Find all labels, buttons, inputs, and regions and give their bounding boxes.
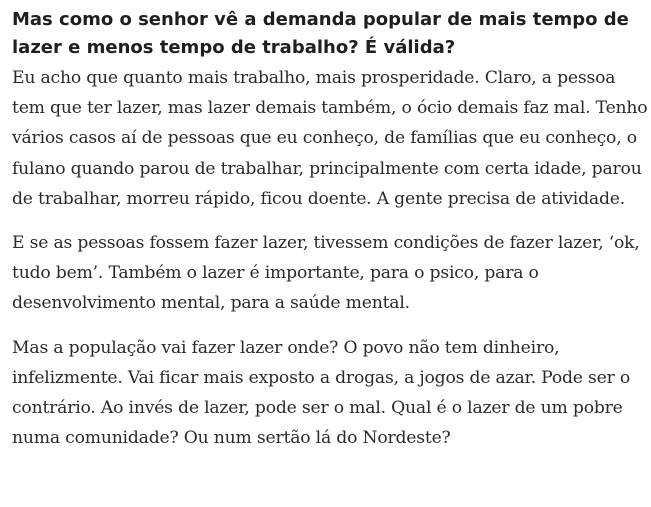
article-body <box>12 6 648 453</box>
answer-paragraph-3: Mas a população vai fazer lazer onde? O povo não tem dinheiro, infelizmente. Vai ficar mais exposto a drogas, a jogos de azar. Pode ser o contrário. Ao invés de lazer, pode ser o mal. Qual é o lazer de um pobre numa comunidade? Ou num sertão lá do Nordeste? <box>12 337 631 449</box>
answer-paragraph-2: E se as pessoas fossem fazer lazer, tivessem condições de fazer lazer, ‘ok, tudo bem’. Também o lazer é importante, para o psico, para o desenvolvimento mental, para a saúde mental. <box>12 233 640 314</box>
interview-question: Mas como o senhor vê a demanda popular de mais tempo de lazer e menos tempo de trabalho? É válida? <box>12 9 629 58</box>
answer-paragraph-1: Eu acho que quanto mais trabalho, mais prosperidade. Claro, a pessoa tem que ter lazer, mas lazer demais também, o ócio demais faz mal. Tenho vários casos aí de pessoas que eu conheço, de famílias que eu conheço, o fulano quando parou de trabalhar, principalmente com certa idade, parou de trabalhar, morreu rápido, ficou doente. A gente precisa de atividade. <box>12 68 648 209</box>
